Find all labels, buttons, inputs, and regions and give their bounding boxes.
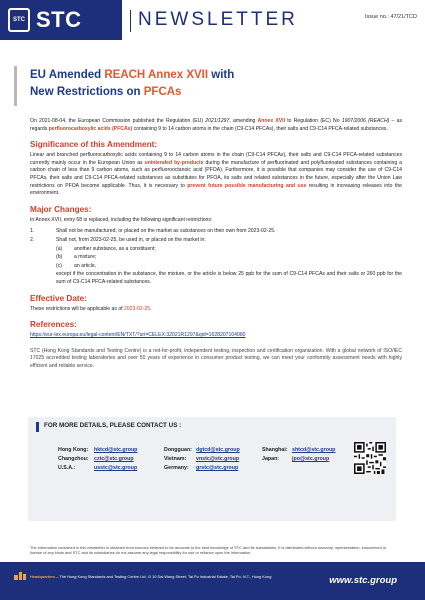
contact-germany: [164, 464, 238, 472]
significance-highlight: prevent future possible manufacturing and use: [187, 182, 307, 189]
contact-email[interactable]: cztc@stc.group: [94, 456, 134, 462]
newsletter-label: NEWSLETTER: [138, 9, 298, 30]
contact-email[interactable]: vnstc@stc.group: [196, 456, 240, 462]
annex-highlight: Annex XVII: [257, 118, 286, 124]
intro-text: to Regulation (EC) No: [285, 118, 342, 124]
contact-label: Changzhou:: [58, 456, 89, 462]
about-stc: STC (Hong Kong Standards and Testing Centre) is a not-for-profit, independent testing, inspection and certification organization. With a global network of ISO/IEC 17025 accredited testing laboratories and over 50 years of experience in consumer product testing, we can meet your conformity assessment needs with highly efficient and reliable service.: [30, 347, 402, 369]
contact-email[interactable]: dgtcd@stc.group: [196, 447, 240, 453]
effective-heading: Effective Date:: [30, 293, 87, 303]
intro-text: – as regards: [30, 118, 403, 132]
contact-email[interactable]: hktcd@stc.group: [94, 447, 138, 453]
stc-logo-mark-icon: [8, 8, 30, 32]
contact-email[interactable]: jpo@stc.group: [292, 456, 330, 462]
qr-code-icon[interactable]: [354, 442, 386, 474]
significance-text: Linear and branched perfluorocarboxylic acids containing 9 to 14 carbon atoms in the chain (C9-C14 PFCAs), their salts and C9-C14 PFCA-related substances currently mainly occur in the European Union as: [30, 152, 402, 166]
contact-email[interactable]: usstc@stc.group: [94, 465, 138, 471]
intro-paragraph: [30, 118, 402, 133]
title-accent-bar: [14, 66, 17, 106]
list-item: [30, 246, 402, 254]
list-text: Shall not be manufactured, or placed on the market as substances on their own from 2023-02-25.: [56, 228, 276, 235]
changes-intro: In Annex XVII, entry 68 is replaced, including the following significant restrictions:: [30, 216, 213, 223]
hq-label: Headquarters: [30, 574, 56, 579]
list-item: [30, 263, 402, 271]
logo-text: STC: [36, 7, 82, 32]
contact-accent-bar: [36, 422, 39, 432]
list-text: Shall not, from 2023-02-25, be used in, or placed on the market in:: [56, 236, 206, 243]
reference-link[interactable]: https://eur-lex.europa.eu/legal-content/EN/TXT/?uri=CELEX:32021R1297&qid=1628207104080: [30, 332, 246, 339]
significance-paragraph: [30, 152, 402, 198]
regulation-number: 2021/1297: [205, 118, 230, 124]
disclaimer: The information contained in this newsletter is obtained from sources believed to be accurate to the best knowledge of STC and its subsidiaries. It is distributed without warranty, representation, inducement or license of any kinds and STC and its subsidiaries do not assume any legal responsibility for use or reliance upon the information.: [30, 545, 387, 556]
list-text: a mixture;: [74, 254, 97, 261]
contact-label: U.S.A.:: [58, 465, 76, 471]
contact-email[interactable]: grstc@stc.group: [196, 465, 239, 471]
list-item: [30, 237, 402, 245]
contact-label: Germany:: [164, 465, 189, 471]
article-title: [30, 67, 400, 101]
changes-sublist: [30, 246, 402, 271]
title-text: EU Amended: [30, 69, 105, 81]
significance-heading: Significance of this Amendment:: [30, 140, 158, 150]
list-number: (c): [56, 262, 62, 269]
contact-vietnam: [164, 455, 239, 463]
changes-heading: Major Changes:: [30, 204, 92, 214]
effective-text: These restrictions will be applicable as of: [30, 305, 124, 312]
contact-email[interactable]: shtcd@stc.group: [292, 447, 336, 453]
stc-logo: [0, 0, 122, 40]
contact-japan: [262, 455, 329, 463]
title-text: with: [208, 69, 235, 81]
list-item: [30, 228, 402, 236]
intro-text: , amending: [229, 118, 258, 124]
article-body: [30, 118, 402, 374]
building-icon: [14, 572, 26, 580]
intro-text: containing 9 to 14 carbon atoms in the chain (C9-C14 PFCAs), their salts and C9-C14 PFCA-related substances.: [132, 125, 388, 132]
list-item: [30, 254, 402, 262]
pfcas-highlight: perfluorocarboxylic acids (PFCAs): [48, 125, 133, 132]
significance-text: resulting in increasing releases into the environment.: [30, 182, 403, 197]
list-text: another substance, as a constituent;: [74, 245, 156, 252]
list-number: (b): [56, 254, 63, 261]
references-heading: References:: [30, 320, 77, 330]
contact-hong-kong: [58, 446, 137, 454]
significance-text: during the manufacture of perfluorinated and polyfluorinated substances containing a carbon chain of less than 9 carbon atoms, such as perfluorooctanoic acid (PFOA). Furthermore, it is possible that companies may consider the use of C9-C14 PFCAs, their salts and C9-C14 PFCA-related substances as substitutes for PFOA, its salts and related substances in the future, especially after the Union Law restrictions on PFOA become applicable. Thus, it is necessary to: [30, 159, 402, 189]
list-number: 1.: [30, 228, 35, 235]
significance-highlight: unintended by-products: [144, 159, 204, 166]
exception-text: except if the concentration in the substance, the mixture, or the article is below 25 ppb for the sum of C9-C14 PFCAs and their salts or 260 ppb for the sum of C9-C14 PFCA-related substances.: [56, 271, 402, 285]
footer-website-link[interactable]: www.stc.group: [329, 575, 397, 586]
header-divider: [130, 10, 131, 32]
contact-label: Hong Kong:: [58, 447, 89, 453]
effective-text: .: [150, 305, 152, 312]
title-text: New Restrictions on: [30, 86, 144, 98]
effective-date: 2023-02-25: [124, 305, 151, 312]
contact-label: Japan:: [262, 456, 280, 462]
changes-list: [30, 228, 402, 244]
contact-title: FOR MORE DETAILS, PLEASE CONTACT US :: [44, 422, 182, 429]
contact-usa: [58, 464, 137, 472]
effective-paragraph: [30, 306, 402, 314]
contact-dongguan: [164, 446, 240, 454]
contact-label: Dongguan:: [164, 447, 192, 453]
issue-number: Issue no.: 47/21/TCD: [365, 14, 417, 20]
title-highlight: PFCAs: [143, 86, 182, 98]
list-number: (a): [56, 245, 63, 252]
list-number: 2.: [30, 236, 35, 243]
contact-changzhou: [58, 455, 134, 463]
title-highlight: REACH Annex XVII: [104, 69, 209, 81]
footer-headquarters: [30, 574, 271, 579]
reach-number: 1907/2006 (REACH): [341, 118, 390, 124]
hq-address: – The Hong Kong Standards and Testing Centre Ltd. ⊙ 10 Dai Wang Street, Tai Po Industrial Estate, Tai Po, N.T., Hong Kong: [55, 574, 272, 579]
contact-label: Shanghai:: [262, 447, 288, 453]
newsletter-header: [0, 0, 425, 40]
intro-text: On 2021-08-04, the European Commission published the Regulation (EU): [30, 118, 206, 124]
list-text: an article,: [74, 262, 97, 269]
contact-shanghai: [262, 446, 335, 454]
logo-mark-text: STC: [13, 17, 25, 23]
contact-label: Vietnam:: [164, 456, 187, 462]
